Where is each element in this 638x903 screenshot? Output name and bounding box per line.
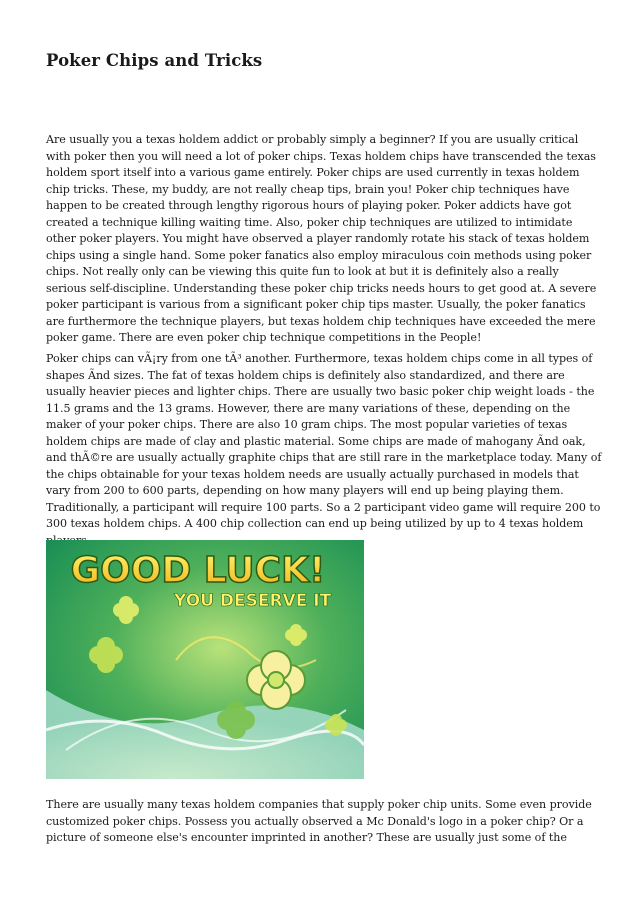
svg-text:YOU DESERVE IT: YOU DESERVE IT [174,591,332,611]
svg-text:GOOD LUCK!: GOOD LUCK! [70,550,326,591]
body-paragraph-2: Poker chips can vÃ¡ry from one tÃ³ another. Furthermore, texas holdem chips come in all types of shapes Ãnd sizes. The fat of texas holdem chips is definitely also standardized, and there are usually heavier pieces and lighter chips. There are usually two basic poker chip weight loads - the 11.5 grams and the 13 grams. However, there are many variations of these, depending on the maker of your poker chips. There are also 10 gram chips. The most popular varieties of texas holdem chips are made of clay and plastic material. Some chips are made of mahogany Ãnd oak, and thÃ©re are usually actually graphite chips that are still rare in the marketplace today. Many of the chips obtainable for your texas holdem needs are usually actually purchased in models that vary from 200 to 600 parts, depending on how many players will end up being playing them. Traditionally, a participant will require 100 parts. So a 2 participant video game will require 200 to 300 texas holdem chips. A 400 chip collection can end up being utilized by up to 4 texas holdem [46,352,602,530]
body-paragraph-1: Are usually you a texas holdem addict or probably simply a beginner? If you are usually critical with poker then you will need a lot of poker chips. Texas holdem chips have transcended the texas holdem sport itself into a various game entirely. Poker chips are used currently in texas holdem chip tricks. These, my buddy, are not really cheap tips, brain you! Poker chip techniques have happen to be created through lengthy rigorous hours of playing poker. Poker addicts have got created a technique killing waiting time. Also, poker chip techniques are utilized to intimidate other poker players. You might have observed a player randomly rotate his stack of texas holdem chips using a single hand. Some poker fanatics also employ miraculous coin methods using poker chips. Not really only can be viewing this quite fun to look at but it is definitely also a really serious self-discipline. Understanding these poker chip tricks needs hours to get good at. A severe poker participant is various from a significant poker chip tips master. Usually, the poker fanatics are furthermore the technique players, but texas holdem chip techniques have exceeded the mere poker game. There are even poker chip technique competitions in the People! [46,133,597,344]
good-luck-image [46,540,364,779]
headline-text [71,550,326,591]
body-paragraph-3: There are usually many texas holdem companies that supply poker chip units. Some even provide customized poker chips. Possess you actually observed a Mc Donald's logo in a poker chip? Or a picture of someone else's encounter imprinted in another? These are usually just some of the [46,798,592,844]
page-title: Poker Chips and Tricks [46,51,263,70]
subline-text [173,591,332,611]
